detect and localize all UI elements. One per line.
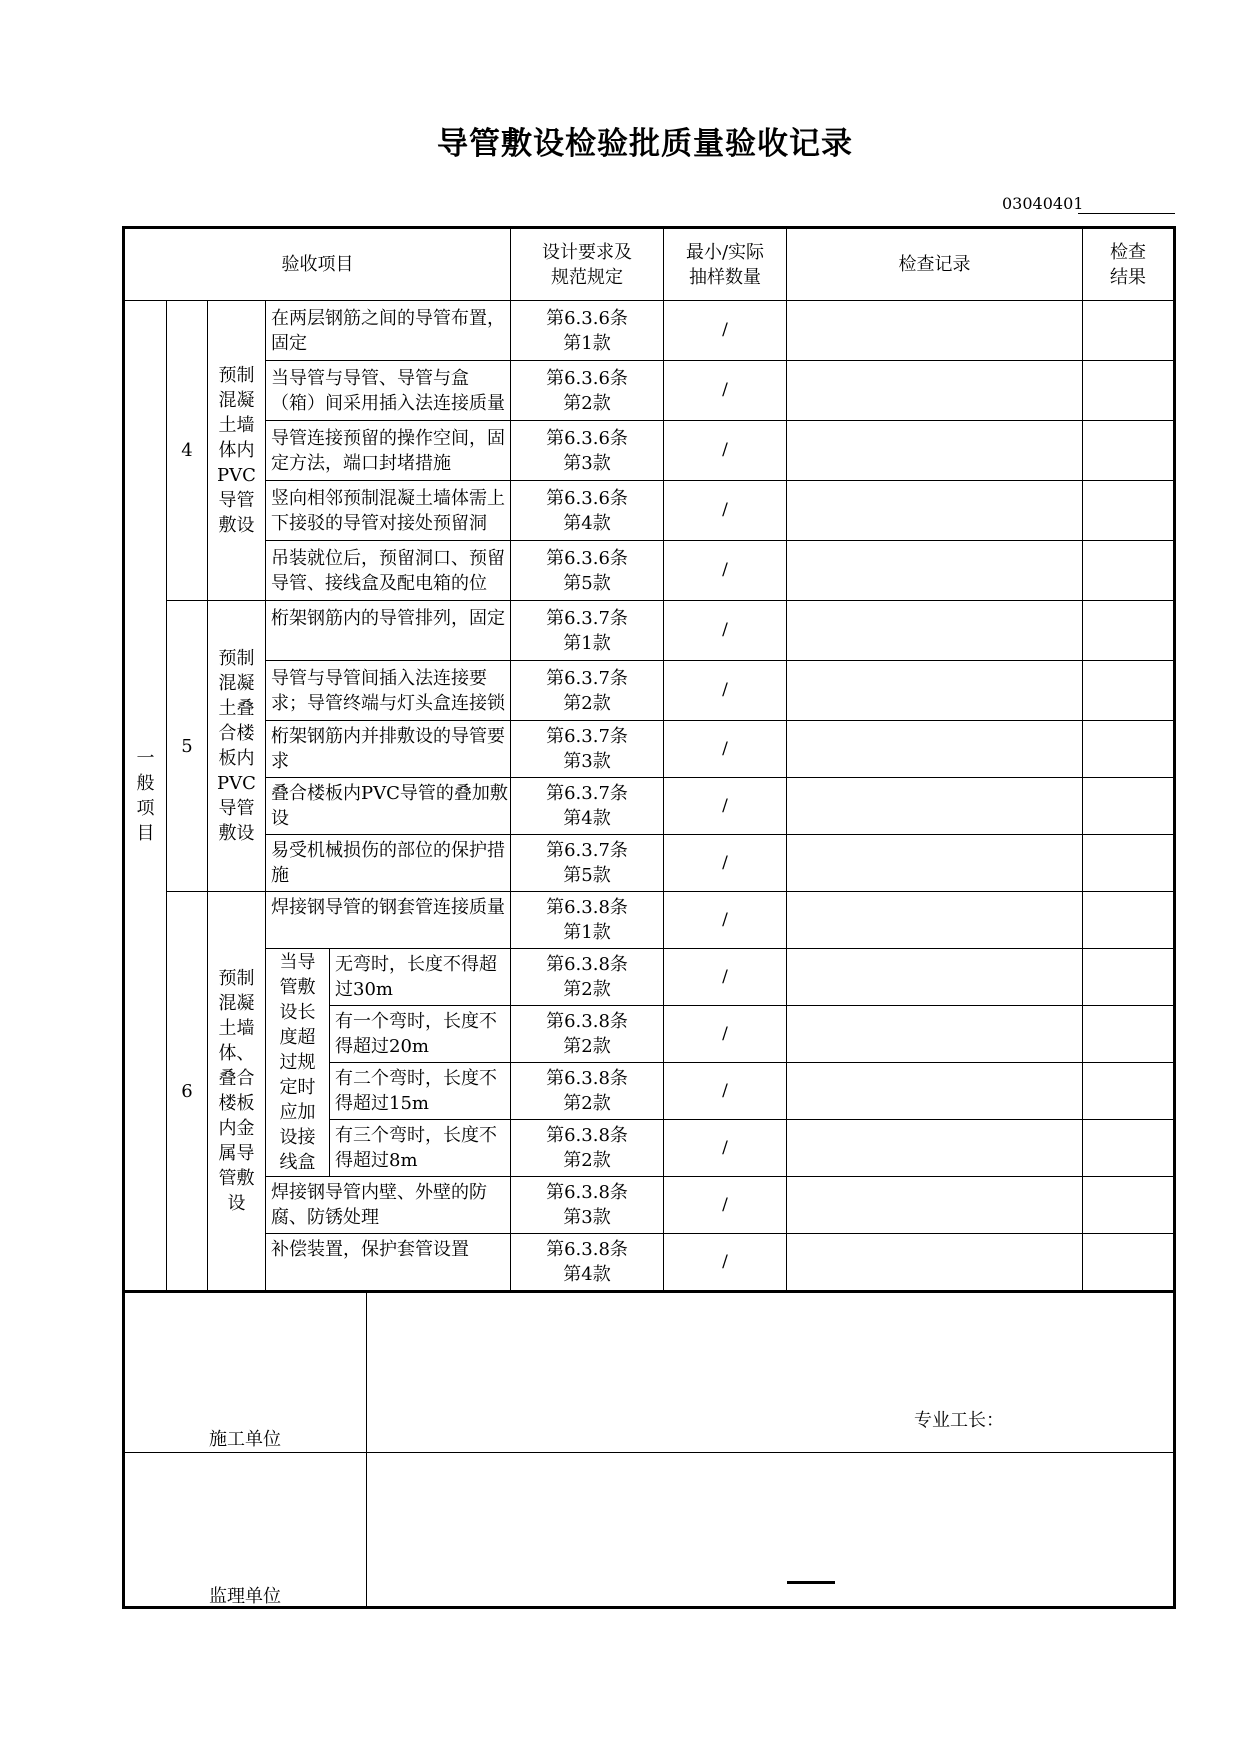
- header-spec-line1: 设计要求及: [542, 241, 633, 263]
- spec-clause: [511, 1063, 664, 1120]
- clause-subitem: 第2款: [563, 979, 611, 1000]
- clause-number: 第6.3.7条: [546, 840, 628, 861]
- sub-label-char: 应加: [279, 1102, 316, 1123]
- check-result-cell[interactable]: [1083, 1234, 1175, 1291]
- spec-clause: [511, 778, 664, 835]
- sample-qty: /: [664, 301, 787, 361]
- engineer-label: [854, 1604, 998, 1607]
- group-name-char: 预制: [218, 365, 255, 386]
- spec-clause: [511, 661, 664, 721]
- spec-clause: [511, 721, 664, 778]
- inspection-table: [122, 226, 1176, 1291]
- table-row: [124, 661, 1175, 721]
- item-description: [266, 835, 511, 892]
- header-item: 验收项目: [124, 228, 511, 301]
- item-text: 叠合楼板内PVC导管的叠加敷设: [271, 783, 508, 829]
- group-name-char: 体、: [218, 1043, 255, 1064]
- group-name-char: 土叠: [218, 698, 255, 719]
- group-name-char: 预制: [218, 648, 255, 669]
- spec-clause: [511, 949, 664, 1006]
- spec-clause: [511, 1120, 664, 1177]
- sample-qty: /: [664, 835, 787, 892]
- check-record-cell[interactable]: [787, 601, 1083, 661]
- item-text: 无弯时，长度不得超过30m: [335, 954, 497, 1000]
- check-record-cell[interactable]: [787, 361, 1083, 421]
- table-row: [124, 361, 1175, 421]
- item-description: [330, 1063, 511, 1120]
- header-result-line1: 检查: [1110, 241, 1147, 263]
- check-record-cell[interactable]: [787, 481, 1083, 541]
- sample-qty: /: [664, 1006, 787, 1063]
- sample-qty: /: [664, 778, 787, 835]
- item-text: 桁架钢筋内的导管排列，固定: [271, 607, 505, 629]
- group-name-char: 混凝: [218, 673, 255, 694]
- clause-number: 第6.3.7条: [546, 726, 628, 747]
- sub-condition-label: [266, 949, 330, 1177]
- item-description: [266, 301, 511, 361]
- check-result-cell[interactable]: [1083, 1063, 1175, 1120]
- signature-dash: [787, 1581, 835, 1584]
- item-description: [266, 778, 511, 835]
- item-text: 在两层钢筋之间的导管布置，固定: [271, 307, 505, 354]
- sub-label-char: 设接: [279, 1127, 316, 1148]
- sample-qty: /: [664, 421, 787, 481]
- supervision-label: [209, 1584, 281, 1607]
- group-name-char: 管敷: [218, 1168, 255, 1189]
- group-name-char: 土墙: [218, 1018, 255, 1039]
- item-text: 竖向相邻预制混凝土墙体需上下接驳的导管对接处预留洞: [271, 487, 505, 534]
- header-row: [124, 228, 1175, 301]
- table-row: [124, 949, 1175, 1006]
- sample-qty: /: [664, 481, 787, 541]
- spec-clause: [511, 1234, 664, 1291]
- supervision-signoff-row: [124, 1452, 1175, 1607]
- group-name-char: 内金: [218, 1118, 255, 1139]
- table-row: [124, 1234, 1175, 1291]
- clause-subitem: 第2款: [563, 1036, 611, 1057]
- spec-clause: [511, 601, 664, 661]
- clause-subitem: 第5款: [563, 865, 611, 886]
- sub-label-char: 当导: [279, 952, 316, 973]
- table-row: [124, 541, 1175, 601]
- sample-qty: /: [664, 1063, 787, 1120]
- clause-subitem: 第4款: [563, 808, 611, 829]
- sample-qty: /: [664, 661, 787, 721]
- item-text: 当导管与导管、导管与盒（箱）间采用插入法连接质量: [271, 367, 505, 414]
- category-char: 项: [136, 797, 155, 819]
- check-record-cell[interactable]: [787, 541, 1083, 601]
- clause-number: 第6.3.6条: [546, 487, 628, 509]
- item-description: [266, 541, 511, 601]
- clause-number: 第6.3.8条: [546, 1068, 628, 1089]
- table-row: [124, 721, 1175, 778]
- sample-qty: /: [664, 1120, 787, 1177]
- check-record-cell[interactable]: [787, 421, 1083, 481]
- spec-clause: [511, 361, 664, 421]
- sample-qty: /: [664, 361, 787, 421]
- check-result-cell[interactable]: [1083, 601, 1175, 661]
- check-result-cell[interactable]: [1083, 1120, 1175, 1177]
- check-result-cell[interactable]: [1083, 541, 1175, 601]
- check-record-cell[interactable]: [787, 301, 1083, 361]
- table-row: [124, 481, 1175, 541]
- spec-clause: [511, 892, 664, 949]
- category-char: 一: [136, 747, 155, 769]
- header-spec: [511, 228, 664, 301]
- item-description: [266, 892, 511, 949]
- group-name-char: PVC: [217, 773, 256, 794]
- item-text: 导管连接预留的操作空间，固定方法，端口封堵措施: [271, 427, 505, 474]
- supervision-result-cell: [367, 1452, 1175, 1607]
- group-name-char: PVC: [217, 465, 256, 486]
- group-name-char: 属导: [218, 1143, 255, 1164]
- construction-result-cell: [367, 1292, 1175, 1452]
- form-code: 03040401: [1002, 194, 1084, 213]
- group-name-char: 预制: [218, 968, 255, 989]
- clause-number: 第6.3.7条: [546, 667, 628, 689]
- group-name-char: 混凝: [218, 993, 255, 1014]
- group-number: 5: [167, 601, 208, 892]
- check-result-cell[interactable]: [1083, 835, 1175, 892]
- clause-subitem: 第2款: [563, 1150, 611, 1171]
- supervision-label-line1: 监理单位: [209, 1586, 281, 1607]
- item-description: [266, 661, 511, 721]
- sample-qty: /: [664, 601, 787, 661]
- group-name-char: 板内: [218, 748, 255, 769]
- clause-number: 第6.3.6条: [546, 367, 628, 389]
- inspection-form: [122, 226, 1173, 1656]
- item-description: [330, 1120, 511, 1177]
- check-result-cell[interactable]: [1083, 1006, 1175, 1063]
- group-name-char: 楼板: [218, 1093, 255, 1114]
- group-name-char: 混凝: [218, 390, 255, 411]
- check-record-cell[interactable]: [787, 949, 1083, 1006]
- clause-number: 第6.3.7条: [546, 607, 628, 629]
- group-name-char: 体内: [218, 440, 255, 461]
- clause-subitem: 第2款: [563, 692, 611, 714]
- clause-subitem: 第3款: [563, 1207, 611, 1228]
- clause-number: 第6.3.8条: [546, 954, 628, 975]
- item-text: 桁架钢筋内并排敷设的导管要求: [271, 726, 505, 772]
- group-name-char: 导管: [218, 798, 255, 819]
- item-text: 补偿装置，保护套管设置: [271, 1239, 469, 1260]
- sample-qty: /: [664, 949, 787, 1006]
- spec-clause: [511, 421, 664, 481]
- sample-qty: /: [664, 541, 787, 601]
- header-qty: [664, 228, 787, 301]
- group-name: [208, 601, 266, 892]
- clause-subitem: 第3款: [563, 452, 611, 474]
- item-description: [266, 601, 511, 661]
- group-number: 6: [167, 892, 208, 1291]
- check-result-cell[interactable]: [1083, 1177, 1175, 1234]
- check-record-cell[interactable]: [787, 778, 1083, 835]
- clause-number: 第6.3.6条: [546, 427, 628, 449]
- item-description: [266, 421, 511, 481]
- item-description: [266, 361, 511, 421]
- check-result-cell[interactable]: [1083, 421, 1175, 481]
- table-row: [124, 778, 1175, 835]
- group-name-char: 导管: [218, 490, 255, 511]
- item-text: 易受机械损伤的部位的保护措施: [271, 840, 505, 886]
- header-qty-line1: 最小/实际: [685, 241, 765, 263]
- check-record-cell[interactable]: [787, 1063, 1083, 1120]
- clause-subitem: 第2款: [563, 392, 611, 414]
- sample-qty: /: [664, 1234, 787, 1291]
- item-text: 吊装就位后，预留洞口、预留导管、接线盒及配电箱的位: [271, 547, 505, 594]
- check-record-cell[interactable]: [787, 1234, 1083, 1291]
- group-name-char: 合楼: [218, 723, 255, 744]
- spec-clause: [511, 481, 664, 541]
- group-name: [208, 301, 266, 601]
- header-spec-line2: 规范规定: [551, 266, 624, 288]
- clause-number: 第6.3.8条: [546, 1125, 628, 1146]
- signoff-table: [122, 1291, 1176, 1609]
- item-text: 有一个弯时，长度不得超过20m: [335, 1011, 497, 1057]
- construction-signoff-row: [124, 1292, 1175, 1452]
- group-name-char: 敷设: [218, 515, 255, 536]
- clause-number: 第6.3.6条: [546, 307, 628, 329]
- group-name: [208, 892, 266, 1291]
- header-record: 检查记录: [787, 228, 1083, 301]
- item-text: 导管与导管间插入法连接要求；导管终端与灯头盒连接锁: [271, 667, 505, 714]
- item-description: [266, 1234, 511, 1291]
- clause-subitem: 第1款: [563, 632, 611, 654]
- construction-label-line1: 施工单位: [209, 1429, 281, 1451]
- clause-number: 第6.3.8条: [546, 1239, 628, 1260]
- sample-qty: /: [664, 1177, 787, 1234]
- clause-subitem: 第5款: [563, 572, 611, 594]
- check-record-cell[interactable]: [787, 1177, 1083, 1234]
- group-name-char: 敷设: [218, 823, 255, 844]
- item-description: [330, 1006, 511, 1063]
- group-name-char: 设: [227, 1193, 246, 1214]
- clause-number: 第6.3.8条: [546, 1011, 628, 1032]
- construction-label-cell: [124, 1292, 367, 1452]
- spec-clause: [511, 835, 664, 892]
- check-result-cell[interactable]: [1083, 301, 1175, 361]
- foreman-label: 专业工长：: [914, 1410, 1004, 1432]
- spec-clause: [511, 1006, 664, 1063]
- clause-number: 第6.3.8条: [546, 1182, 628, 1203]
- check-record-cell[interactable]: [787, 661, 1083, 721]
- category-char: 目: [136, 822, 155, 844]
- construction-label: [209, 1427, 281, 1452]
- header-result-line2: 结果: [1110, 266, 1147, 288]
- group-number: 4: [167, 301, 208, 601]
- spec-clause: [511, 541, 664, 601]
- spec-clause: [511, 301, 664, 361]
- sub-label-char: 管敷: [279, 977, 316, 998]
- category-cell: [124, 301, 167, 1291]
- clause-subitem: 第3款: [563, 751, 611, 772]
- item-description: [330, 949, 511, 1006]
- clause-subitem: 第4款: [563, 512, 611, 534]
- table-row: [124, 601, 1175, 661]
- check-record-cell[interactable]: [787, 1120, 1083, 1177]
- spec-clause: [511, 1177, 664, 1234]
- group-name-char: 土墙: [218, 415, 255, 436]
- check-result-cell[interactable]: [1083, 481, 1175, 541]
- code-underline: [1078, 213, 1175, 214]
- clause-subitem: 第2款: [563, 1093, 611, 1114]
- table-row: [124, 301, 1175, 361]
- header-result: [1083, 228, 1175, 301]
- sample-qty: /: [664, 892, 787, 949]
- sub-label-char: 过规: [279, 1052, 316, 1073]
- check-result-cell[interactable]: [1083, 661, 1175, 721]
- item-description: [266, 481, 511, 541]
- item-description: [266, 721, 511, 778]
- check-record-cell[interactable]: [787, 835, 1083, 892]
- item-description: [266, 1177, 511, 1234]
- group-name-char: 叠合: [218, 1068, 255, 1089]
- table-row: [124, 1177, 1175, 1234]
- clause-number: 第6.3.6条: [546, 547, 628, 569]
- check-record-cell[interactable]: [787, 892, 1083, 949]
- check-result-cell[interactable]: [1083, 949, 1175, 1006]
- item-text: 焊接钢导管内壁、外壁的防腐、防锈处理: [271, 1182, 487, 1228]
- supervision-label-cell: [124, 1452, 367, 1607]
- check-result-cell[interactable]: [1083, 721, 1175, 778]
- item-text: 焊接钢导管的钢套管连接质量: [271, 897, 505, 918]
- category-char: 般: [136, 772, 155, 794]
- table-row: [124, 835, 1175, 892]
- check-record-cell[interactable]: [787, 1006, 1083, 1063]
- sub-label-char: 度超: [279, 1027, 316, 1048]
- table-row: [124, 421, 1175, 481]
- sub-label-char: 定时: [279, 1077, 316, 1098]
- check-result-cell[interactable]: [1083, 778, 1175, 835]
- clause-subitem: 第1款: [563, 332, 611, 354]
- table-row: [124, 892, 1175, 949]
- clause-subitem: 第4款: [563, 1264, 611, 1285]
- check-record-cell[interactable]: [787, 721, 1083, 778]
- sample-qty: /: [664, 721, 787, 778]
- item-text: 有二个弯时，长度不得超过15m: [335, 1068, 497, 1114]
- sub-label-char: 线盒: [279, 1152, 316, 1173]
- clause-number: 第6.3.8条: [546, 897, 628, 918]
- page-title: 导管敷设检验批质量验收记录: [437, 126, 853, 162]
- header-qty-line2: 抽样数量: [689, 266, 762, 288]
- sub-label-char: 设长: [279, 1002, 316, 1023]
- item-text: 有三个弯时，长度不得超过8m: [335, 1125, 497, 1171]
- check-result-cell[interactable]: [1083, 361, 1175, 421]
- clause-subitem: 第1款: [563, 922, 611, 943]
- clause-number: 第6.3.7条: [546, 783, 628, 804]
- check-result-cell[interactable]: [1083, 892, 1175, 949]
